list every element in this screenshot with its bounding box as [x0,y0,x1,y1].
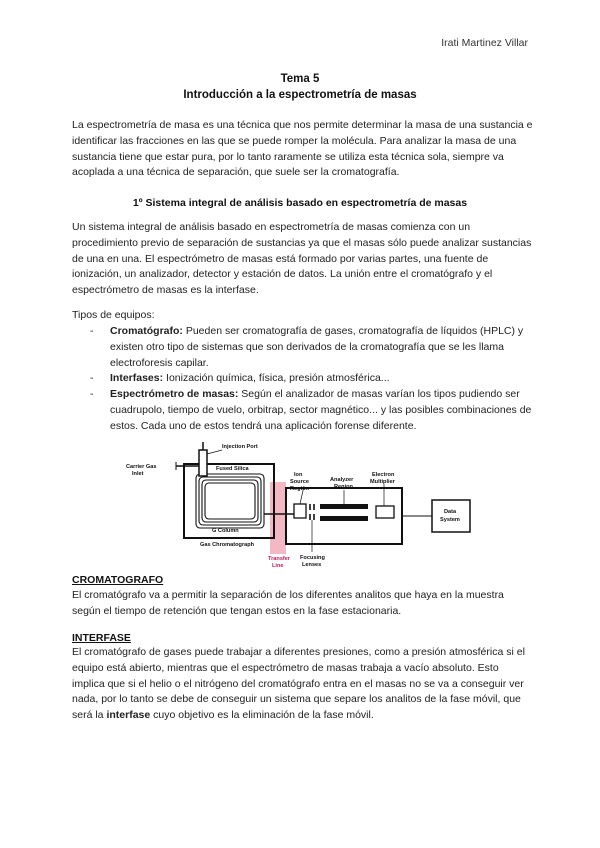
equipment-intro: Tipos de equipos: [72,309,155,321]
label-focusing-lenses: Focusing [300,555,325,561]
interfase-heading: INTERFASE [72,632,131,644]
injection-port [199,450,207,476]
equipment-list [72,324,534,435]
interfase-text-before: El cromatógrafo de gases puede trabajar a diferentes presiones, como a presión atmosférica si el equipo está abierto, mientras que el espectrómetro de masas trabaja a vacío absoluto. Esto implica que si el helio o el nitrógeno del cromatógrafo entra en el masas no se va a conseguir ver nada, por lo tanto se debe de conseguir un sistema que separe los analitos de la fase móvil, que será la [72,646,525,722]
list-item-term: Cromatógrafo: [110,325,183,337]
gcms-diagram [118,434,484,572]
label-carrier-gas: Carrier Gas [126,464,157,470]
analyzer-rod-bottom [320,516,368,521]
label-ion-source: Ion [294,472,303,478]
interfase-text-after: cuyo objetivo es la eliminación de la fase móvil. [150,709,374,722]
data-system-box [432,500,470,532]
transfer-line-highlight [270,482,286,554]
label-fused-silica: Fused Silica [216,466,249,472]
list-item-text: Ionización química, física, presión atmosférica... [163,372,390,385]
label-analyzer: Analyzer [330,477,354,483]
ion-source [294,504,306,518]
label-transfer-line-2: Line [272,563,284,569]
label-injection-port: Injection Port [222,444,258,450]
list-item: - Espectrómetro de masas: Según el analizador de masas varían los tipos pudiendo ser cuadrupolo, tiempo de vuelo, orbitrap, sector magnético... y las posibles combinaciones de estos. Cada uno de estos tendrá una aplicación forense diferente. [90,388,532,432]
intro-paragraph: La espectrometría de masa es una técnica que nos permite determinar la masa de una sustancia e identificar las fracciones en las que se puede romper la molécula. Para analizar la masa de una sustancia tiene que estar pura, por lo tanto raramente se utiliza esta técnica sola, siempre va acoplada a una técnica de separación, que suele ser la cromatografía. [72,119,533,179]
list-item-text: Pueden ser cromatografía de gases, cromatografía de líquidos (HPLC) y existen otro tipo de sistemas que son derivados de la cromatografía que se les llama electroforesis capilar. [110,325,524,369]
list-item: - Interfases: Ionización química, física, presión atmosférica... [90,372,390,385]
interfase-bold-term: interfase [106,709,151,722]
list-item-text: Según el analizador de masas varían los tipos pudiendo ser cuadrupolo, tiempo de vuelo, orbitrap, sector magnético... y las posibles combinaciones de estos. Cada uno de estos tendrá una aplicación forense diferente. [110,388,532,432]
label-data-system: Data [444,509,457,515]
cromatografo-heading: CROMATOGRAFO [72,574,164,586]
topic-number: Tema 5 [280,73,320,85]
label-ion-source-2: Source [290,479,309,485]
label-focusing-lenses-2: Lenses [302,562,322,568]
section1-title: 1º Sistema integral de análisis basado en espectrometría de masas [132,197,468,209]
focusing-lenses [310,504,314,520]
list-item-term: Espectrómetro de masas: [110,388,239,401]
label-data-system-2: System [440,517,460,523]
list-item: - Cromatógrafo: Pueden ser cromatografía de gases, cromatografía de líquidos (HPLC) y existen otro tipo de sistemas que son derivados de la cromatografía que se les llama electroforesis capilar. [90,325,524,369]
interfase-paragraph [72,645,534,724]
label-transfer-line: Transfer [268,556,291,562]
electron-multiplier [376,506,394,518]
label-gas-chromatograph: Gas Chromatograph [200,542,255,548]
cromatografo-paragraph: El cromatógrafo va a permitir la separación de los diferentes analitos que haya en la muestra según el tiempo de retención que tengan estos en la fase estacionaria. [72,589,504,617]
label-electron-multiplier: Electron [372,472,395,478]
label-ion-source-3: Region [290,486,309,492]
section1-paragraph: Un sistema integral de análisis basado en espectrometría de masas comienza con un procedimiento previo de separación de sustancias ya que el masas sólo puede analizar sustancias de una en una. El espectrómetro de masas está formado por varias partes, una fuente de ionización, un analizador, detector y estación de datos. La unión entre el cromatógrafo y el espectrómetro de masas es la interfase. [72,221,532,297]
list-item-term: Interfases: [110,372,164,385]
label-inlet: Inlet [132,471,144,477]
gc-column-coil [196,474,264,528]
analyzer-rod-top [320,504,368,509]
label-analyzer-2: Region [334,484,353,490]
author-name: Irati Martinez Villar [441,37,528,49]
label-electron-multiplier-2: Multiplier [370,479,395,485]
label-gc-column: G Column [212,528,239,534]
page-title: Introducción a la espectrometría de masas [183,89,417,101]
